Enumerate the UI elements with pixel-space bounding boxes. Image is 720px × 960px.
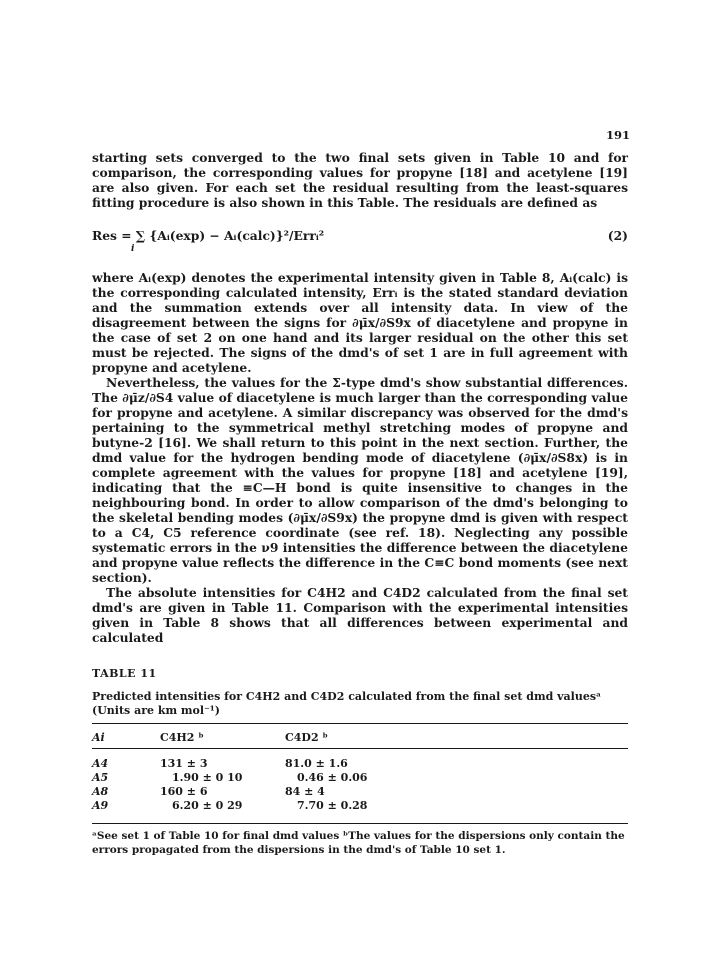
table-cell-c4h2: 6.20 ± 0 29 (172, 799, 243, 812)
body-paragraphs (92, 270, 628, 645)
paragraph-3: Nevertheless, the values for the Σ-type dmd's show substantial differences. The ∂μ̄z/∂S4 value of diacetylene is much larger than the corresponding value for propyne and acetylene. A similar discrepancy was observed for the dmd's pertaining to the symmetrical methyl stretching modes of propyne and butyne-2 [16]. We shall return to this point in the next section. Further, the dmd value for the hydrogen bending mode of diacetylene (∂μ̄x/∂S8x) is in complete agreement with the values for propyne [18] and acetylene [19], indicating that the ≡C—H bond is quite insensitive to changes in the neighbouring bond. In order to allow comparison of the dmd's belonging to the skeletal bending modes (∂μ̄x/∂S9x) the propyne dmd is given with respect to a C4, C5 reference coordinate (see ref. 18). Neglecting any possible systematic errors in the ν9 intensities the difference between the diacetylene and propyne value reflects the difference in the C≡C bond moments (see next section). (92, 375, 628, 585)
paragraph-2: where Aᵢ(exp) denotes the experimental intensity given in Table 8, Aᵢ(calc) is the corresponding calculated intensity, Errᵢ is the stated standard deviation and the summation extends over all intensity data. In view of the disagreement between the signs for ∂μ̄x/∂S9x of diacetylene and propyne in the case of set 2 on one hand and its larger residual on the other this set must be rejected. The signs of the dmd's of set 1 are in full agreement with propyne and acetylene. (92, 270, 628, 375)
summation-index: i (131, 244, 135, 254)
table-cell-c4h2: 160 ± 6 (160, 785, 208, 798)
table-cell-c4h2: 1.90 ± 0 10 (172, 771, 243, 784)
equation-2 (92, 228, 628, 258)
table-label: TABLE 11 (92, 667, 157, 680)
body-paragraph-1 (92, 150, 628, 210)
equation-body: Res = ∑ {Aᵢ(exp) − Aᵢ(calc)}²/Errᵢ² (92, 228, 325, 243)
table-header-ai: Ai (92, 731, 105, 744)
paragraph-text: starting sets converged to the two final sets given in Table 10 and for comparison, the corresponding values for propyne [18] and acetylene [19] are also given. For each set the residual resulting from the least-squares fitting procedure is also shown in this Table. The residuals are defined as (92, 150, 628, 210)
table-cell-label: A5 (92, 771, 109, 784)
table-top-rule (92, 723, 628, 724)
equation-number: (2) (607, 228, 628, 243)
table-header-c4d2: C4D2 ᵇ (285, 731, 328, 744)
table-cell-c4d2: 7.70 ± 0.28 (297, 799, 368, 812)
table-cell-label: A8 (92, 785, 109, 798)
table-header-c4h2: C4H2 ᵇ (160, 731, 204, 744)
table-cell-label: A4 (92, 757, 109, 770)
table-cell-c4h2: 131 ± 3 (160, 757, 208, 770)
table-cell-c4d2: 84 ± 4 (285, 785, 325, 798)
paragraph-4: The absolute intensities for C4H2 and C4D2 calculated from the final set dmd's are given in Table 11. Comparison with the experimental intensities given in Table 8 shows that all differences between experimental and calculated (92, 585, 628, 645)
table-cell-c4d2: 0.46 ± 0.06 (297, 771, 368, 784)
table-cell-label: A9 (92, 799, 109, 812)
table-cell-c4d2: 81.0 ± 1.6 (285, 757, 348, 770)
table-footnote: ᵃSee set 1 of Table 10 for final dmd values ᵇThe values for the dispersions only contain the errors propagated from the dispersions in the dmd's of Table 10 set 1. (92, 830, 625, 856)
table-caption: Predicted intensities for C4H2 and C4D2 calculated from the final set dmd valuesᵃ (Units are km mol⁻¹) (92, 690, 602, 717)
table-bottom-rule (92, 823, 628, 824)
page-number: 191 (605, 128, 630, 142)
table-header-rule (92, 748, 628, 749)
